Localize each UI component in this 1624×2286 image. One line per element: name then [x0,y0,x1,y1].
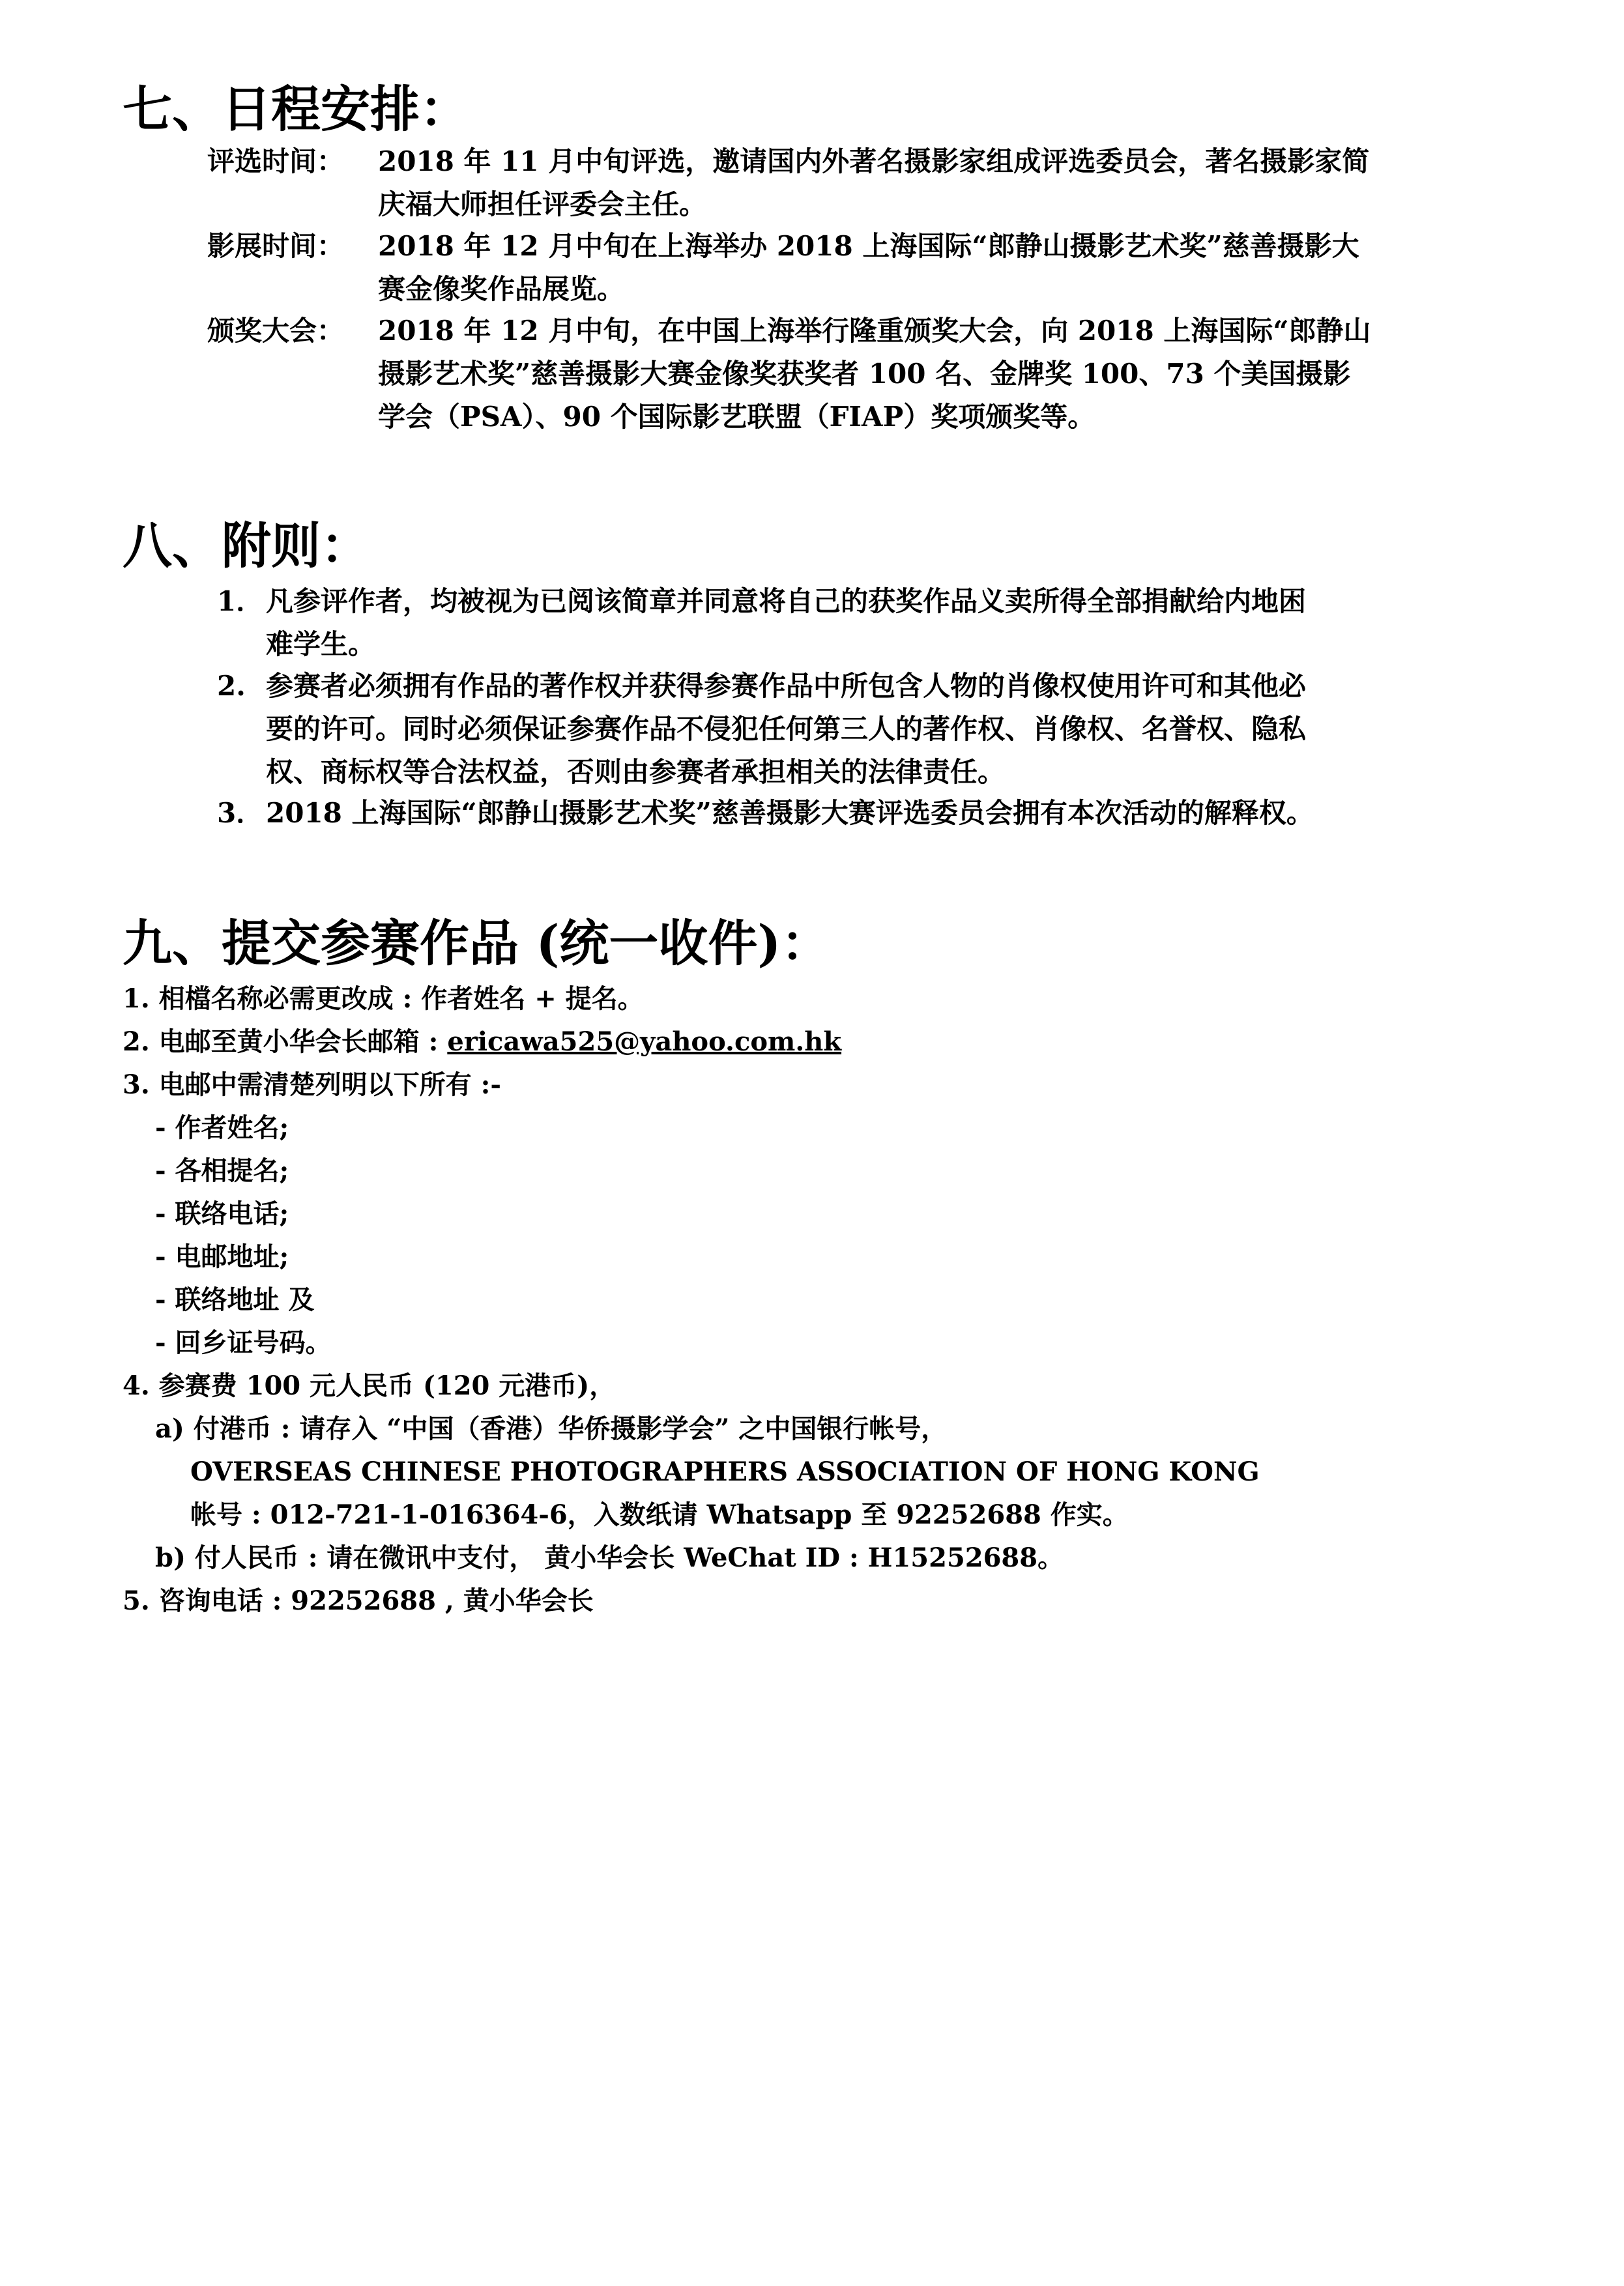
text-line: 权、商标权等合法权益，否则由参赛者承担相关的法律责任。 [266,756,1006,788]
text-line: 2018 年 12 月中旬在上海举办 2018 上海国际“郎静山摄影艺术奖”慈善摄影大 [378,230,1359,262]
text-line: 要的许可。同时必须保证参赛作品不侵犯任何第三人的著作权、肖像权、名誉权、隐私 [266,713,1307,745]
section-8-title: 八、附则： [123,517,370,575]
bank-account-name: OVERSEAS CHINESE PHOTOGRAPHERS ASSOCIATION OF HONG KONG [190,1456,1260,1487]
list-item: - 联络地址 及 [155,1284,315,1315]
text-line: 凡参评作者，均被视为已阅该简章并同意将自己的获奖作品义卖所得全部捐献给内地困 [266,585,1307,617]
schedule-text-selection [378,140,1525,226]
rule-number-2: 2. [217,670,246,702]
rule-number-3: 3． [217,797,264,829]
section-7-title: 七、日程安排： [123,80,469,138]
text-line: 2018 年 12 月中旬，在中国上海举行隆重颁奖大会，向 2018 上海国际“郎静山 [378,315,1371,347]
text-line: 庆福大师担任评委会主任。 [378,188,707,220]
rule-number-1: 1． [217,585,264,617]
rule-text-1 [266,580,1530,666]
schedule-text-ceremony [378,310,1525,439]
submit-item-2-label: 2. 电邮至黄小华会长邮箱 : [123,1026,448,1057]
schedule-text-exhibition [378,225,1525,311]
text-line: 2018 年 11 月中旬评选，邀请国内外著名摄影家组成评选委员会，著名摄影家简 [378,145,1370,177]
submit-item-2 [123,1020,841,1063]
rule-text-3 [266,792,1530,835]
schedule-label-selection: 评选时间： [207,145,345,177]
schedule-label-exhibition: 影展时间： [207,230,345,262]
payment-option-rmb: b) 付人民币 : 请在微讯中支付， 黄小华会长 WeChat ID : H15252688。 [155,1542,1064,1573]
text-line: 2018 上海国际“郎静山摄影艺术奖”慈善摄影大赛评选委员会拥有本次活动的解释权。 [266,797,1314,829]
rule-text-2 [266,665,1530,794]
text-line: 参赛者必须拥有作品的著作权并获得参赛作品中所包含人物的肖像权使用许可和其他必 [266,670,1307,702]
submit-item-5: 5. 咨询电话 : 92252688 , 黄小华会长 [123,1585,594,1616]
text-line: 难学生。 [266,628,376,660]
text-line: 学会（PSA）、90 个国际影艺联盟（FIAP）奖项颁奖等。 [378,401,1095,433]
list-item: - 电邮地址; [155,1241,289,1272]
list-item: - 联络电话; [155,1198,289,1229]
text-line: 摄影艺术奖”慈善摄影大赛金像奖获奖者 100 名、金牌奖 100、73 个美国摄影 [378,358,1351,390]
list-item: - 回乡证号码。 [155,1327,332,1358]
list-item: - 各相提名; [155,1155,289,1186]
bank-account-number: 帐号 : 012-721-1-016364-6，入数纸请 Whatsapp 至 92252688 作实。 [190,1499,1129,1530]
list-item: - 作者姓名; [155,1112,289,1143]
submit-item-3: 3. 电邮中需清楚列明以下所有 :- [123,1069,501,1100]
schedule-label-ceremony: 颁奖大会： [207,315,345,347]
text-line: 赛金像奖作品展览。 [378,273,625,305]
submit-item-4: 4. 参赛费 100 元人民币 (120 元港币)， [123,1370,616,1401]
email-link[interactable]: ericawa525@yahoo.com.hk [447,1026,842,1057]
payment-option-hkd: a) 付港币 : 请存入 “中国（香港）华侨摄影学会” 之中国银行帐号， [155,1413,948,1444]
submit-item-1: 1. 相檔名称必需更改成 : 作者姓名 + 提名。 [123,983,644,1014]
section-9-title: 九、提交参赛作品 (统一收件)： [123,914,831,972]
